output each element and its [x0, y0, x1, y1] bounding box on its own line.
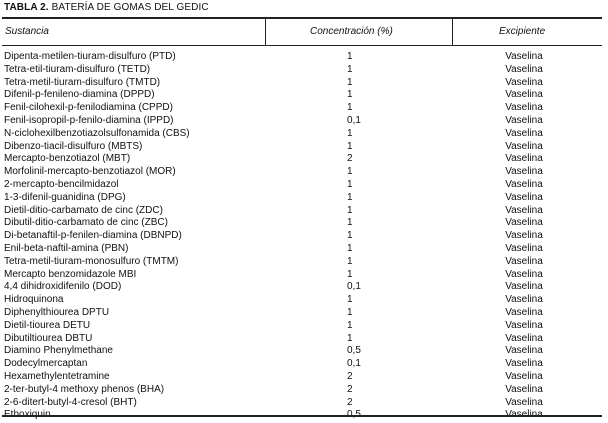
excipient-cell: Vaselina: [505, 383, 543, 395]
excipient-cell: Vaselina: [505, 178, 543, 190]
excipient-cell: Vaselina: [505, 51, 543, 62]
header-divider-2: [452, 19, 453, 45]
substance-cell: Dodecylmercaptan: [4, 358, 88, 370]
concentration-cell: 1: [347, 76, 353, 88]
concentration-cell: 0,5: [347, 345, 361, 357]
concentration-cell: 1: [347, 332, 353, 344]
substance-cell: Mercapto benzomidazole MBI: [4, 268, 137, 280]
header-bottom-rule: [2, 45, 602, 46]
excipient-cell: Vaselina: [505, 127, 543, 139]
table-row: [2, 333, 602, 346]
table-header: [2, 19, 602, 45]
substance-cell: Dietil-tiourea DETU: [4, 319, 91, 331]
table-row: [2, 153, 602, 166]
substance-cell: N-ciclohexilbenzotiazolsulfonamida (CBS): [4, 127, 190, 139]
substance-cell: 4,4 dihidroxidifenilo (DOD): [4, 281, 122, 293]
substance-cell: Dibutiltiourea DBTU: [4, 332, 93, 344]
excipient-cell: Vaselina: [505, 217, 543, 229]
concentration-cell: 1: [347, 127, 353, 139]
excipient-cell: Vaselina: [505, 89, 543, 101]
concentration-cell: 1: [347, 242, 353, 254]
table-row: [2, 294, 602, 307]
substance-cell: Diphenylthiourea DPTU: [4, 306, 110, 318]
substance-cell: Enil-beta-naftil-amina (PBN): [4, 242, 129, 254]
substance-cell: Fenil-isopropil-p-fenilo-diamina (IPPD): [4, 114, 174, 126]
excipient-cell: Vaselina: [505, 370, 543, 382]
substance-cell: Tetra-etil-tiuram-disulfuro (TETD): [4, 63, 151, 75]
excipient-cell: Vaselina: [505, 242, 543, 254]
excipient-cell: Vaselina: [505, 102, 543, 114]
excipient-cell: Vaselina: [505, 268, 543, 280]
concentration-cell: 1: [347, 230, 353, 242]
table-row: [2, 397, 602, 410]
substance-cell: Tetra-metil-tiuram-disulfuro (TMTD): [4, 76, 161, 88]
header-substance: Sustancia: [5, 26, 49, 37]
bottom-rule: [2, 415, 602, 417]
table-row: [2, 64, 602, 77]
excipient-cell: Vaselina: [505, 255, 543, 267]
table-row: [2, 115, 602, 128]
concentration-cell: 0,5: [347, 409, 361, 421]
substance-cell: Fenil-cilohexil-p-fenilodiamina (CPPD): [4, 102, 173, 114]
excipient-cell: Vaselina: [505, 294, 543, 306]
concentration-cell: 1: [347, 140, 353, 152]
table-row: [2, 128, 602, 141]
excipient-cell: Vaselina: [505, 230, 543, 242]
substance-cell: Tetra-metil-tiuram-monosulfuro (TMTM): [4, 255, 179, 267]
table-row: [2, 77, 602, 90]
concentration-cell: 1: [347, 63, 353, 75]
table-row: [2, 179, 602, 192]
concentration-cell: 1: [347, 204, 353, 216]
table-caption-label: TABLA 2.: [4, 2, 49, 13]
substance-cell: Di-betanaftil-p-fenilen-diamina (DBNPD): [4, 230, 182, 242]
concentration-cell: 1: [347, 306, 353, 318]
concentration-cell: 2: [347, 383, 353, 395]
substance-cell: Dipenta-metilen-tiuram-disulfuro (PTD): [4, 51, 176, 62]
substance-cell: Dibutil-ditio-carbamato de cinc (ZBC): [4, 217, 168, 229]
concentration-cell: 1: [347, 294, 353, 306]
concentration-cell: 0,1: [347, 114, 361, 126]
concentration-cell: 1: [347, 51, 353, 62]
table-row: [2, 256, 602, 269]
table-row: [2, 89, 602, 102]
table-caption-title: BATERÍA DE GOMAS DEL GEDIC: [48, 2, 209, 13]
excipient-cell: Vaselina: [505, 409, 543, 421]
substance-cell: Diamino Phenylmethane: [4, 345, 113, 357]
substance-cell: Hidroquinona: [4, 294, 64, 306]
excipient-cell: Vaselina: [505, 204, 543, 216]
concentration-cell: 1: [347, 255, 353, 267]
substance-cell: Difenil-p-fenileno-diamina (DPPD): [4, 89, 155, 101]
excipient-cell: Vaselina: [505, 166, 543, 178]
table-row: [2, 102, 602, 115]
table-row: [2, 230, 602, 243]
concentration-cell: 0,1: [347, 281, 361, 293]
substance-cell: 2-mercapto-bencilmidazol: [4, 178, 119, 190]
substance-cell: Morfolinil-mercapto-benzotiazol (MOR): [4, 166, 176, 178]
excipient-cell: Vaselina: [505, 319, 543, 331]
table-row: [2, 371, 602, 384]
concentration-cell: 2: [347, 153, 353, 165]
table-row: [2, 320, 602, 333]
table-row: [2, 358, 602, 371]
table-row: [2, 345, 602, 358]
excipient-cell: Vaselina: [505, 332, 543, 344]
substance-cell: 2-ter-butyl-4 methoxy phenos (BHA): [4, 383, 165, 395]
excipient-cell: Vaselina: [505, 396, 543, 408]
substance-cell: Ethoxiquin: [4, 409, 51, 421]
concentration-cell: 1: [347, 319, 353, 331]
header-divider-1: [265, 19, 266, 45]
excipient-cell: Vaselina: [505, 140, 543, 152]
concentration-cell: 2: [347, 370, 353, 382]
excipient-cell: Vaselina: [505, 281, 543, 293]
table-caption: [4, 2, 209, 14]
table-row: [2, 51, 602, 64]
concentration-cell: 1: [347, 268, 353, 280]
table-row: [2, 166, 602, 179]
concentration-cell: 1: [347, 102, 353, 114]
substance-cell: Mercapto-benzotiazol (MBT): [4, 153, 131, 165]
header-excipient: Excipiente: [499, 26, 546, 37]
excipient-cell: Vaselina: [505, 76, 543, 88]
table-row: [2, 384, 602, 397]
substance-cell: 2-6-ditert-butyl-4-cresol (BHT): [4, 396, 137, 408]
table-row: [2, 141, 602, 154]
concentration-cell: 1: [347, 178, 353, 190]
concentration-cell: 1: [347, 166, 353, 178]
table-row: [2, 243, 602, 256]
substance-cell: Hexamethylentetramine: [4, 370, 110, 382]
concentration-cell: 1: [347, 89, 353, 101]
table-body: [2, 51, 602, 422]
substance-cell: 1-3-difenil-guanidina (DPG): [4, 191, 126, 203]
excipient-cell: Vaselina: [505, 63, 543, 75]
substance-cell: Dibenzo-tiacil-disulfuro (MBTS): [4, 140, 143, 152]
concentration-cell: 1: [347, 217, 353, 229]
table-row: [2, 192, 602, 205]
table-row: [2, 269, 602, 282]
table-row: [2, 217, 602, 230]
concentration-cell: 0,1: [347, 358, 361, 370]
header-concentration: Concentración (%): [310, 26, 393, 37]
concentration-cell: 2: [347, 396, 353, 408]
excipient-cell: Vaselina: [505, 345, 543, 357]
substance-cell: Dietil-ditio-carbamato de cinc (ZDC): [4, 204, 163, 216]
table-row: [2, 281, 602, 294]
excipient-cell: Vaselina: [505, 358, 543, 370]
excipient-cell: Vaselina: [505, 191, 543, 203]
excipient-cell: Vaselina: [505, 114, 543, 126]
table-row: [2, 205, 602, 218]
table-row: [2, 307, 602, 320]
excipient-cell: Vaselina: [505, 306, 543, 318]
excipient-cell: Vaselina: [505, 153, 543, 165]
concentration-cell: 1: [347, 191, 353, 203]
